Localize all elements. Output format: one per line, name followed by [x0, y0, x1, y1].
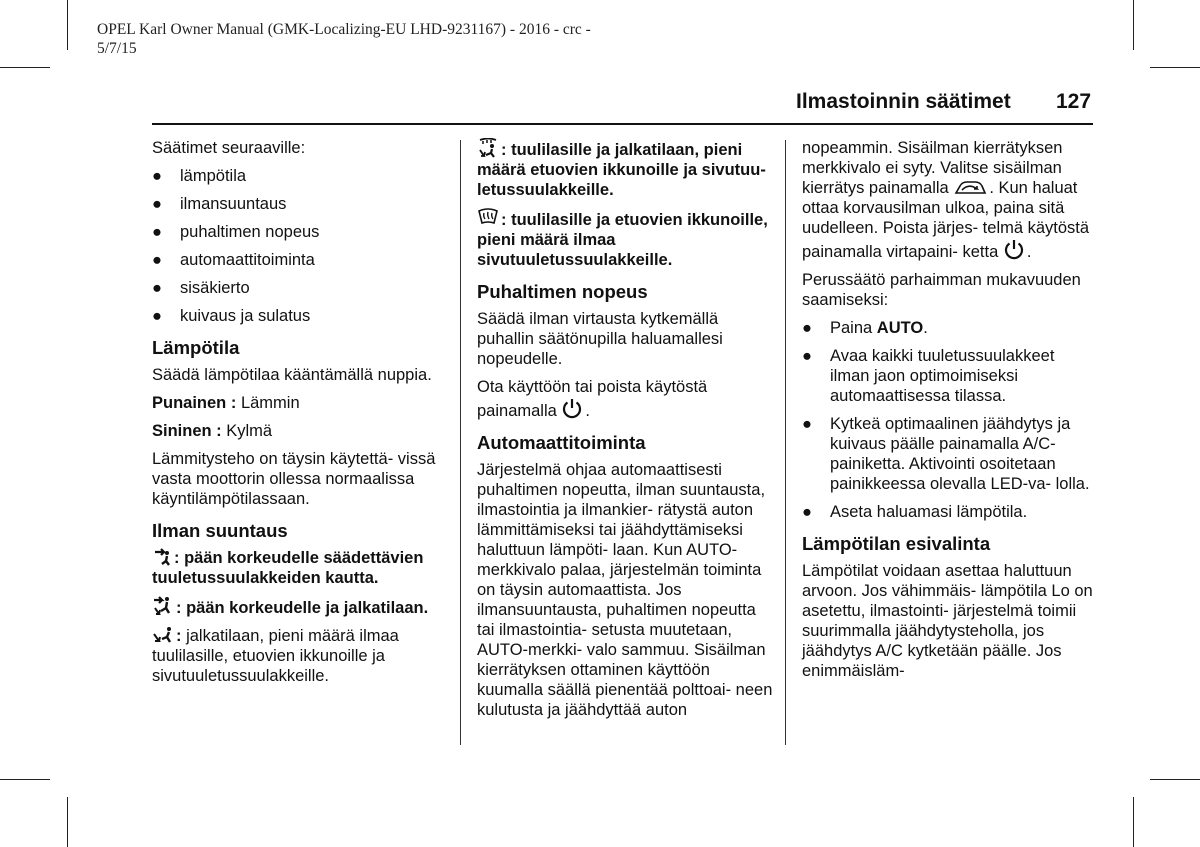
list-item — [802, 414, 1098, 494]
recirculation-text-mid: . Kun haluat ottaa korvausilman ulkoa, paina sitä uudelleen. Poista järjes- telmä käytöstä painamalla virtapaini- ketta — [802, 179, 1090, 261]
power-text-after: . — [585, 402, 590, 420]
list-item-text: lämpötila — [180, 167, 247, 185]
bullet: ● — [802, 503, 812, 521]
list-item — [152, 250, 448, 270]
direction-head-floor-text: : pään korkeudelle ja jalkatilaan. — [176, 599, 429, 617]
list-item — [802, 502, 1098, 522]
recirculation-text-before: nopeammin. Sisäilman kierrätyksen merkkivalo ei syty. Valitse sisäilman kierrätys painamalla — [802, 139, 1063, 197]
recirculation-icon — [953, 178, 987, 196]
step-text: Aseta haluamasi lämpötila. — [830, 503, 1028, 521]
crop-mark — [1133, 0, 1134, 50]
step-text: Avaa kaikki tuuletussuulakkeet ilman jaon optimoimiseksi automaattisessa tilassa. — [830, 347, 1055, 405]
direction-windshield-floor-text: : tuulilasille ja jalkatilaan, pieni määrä etuovien ikkunoille ja sivutuu- letussuulakkeille. — [477, 141, 766, 199]
controls-list — [152, 166, 448, 326]
document-info-line2: 5/7/15 — [97, 40, 137, 57]
intro-text: Säätimet seuraaville: — [152, 139, 306, 157]
direction-head — [152, 548, 448, 588]
column-2 — [477, 138, 775, 728]
list-item — [152, 222, 448, 242]
crop-mark — [67, 797, 68, 847]
fan-speed-text: Säädä ilman virtausta kytkemällä puhallin säätönupilla haluamallesi nopeudelle. — [477, 310, 723, 368]
heating-note: Lämmitysteho on täysin käytettä- vissä vasta moottorin ollessa normaalissa käyntilämpötilassaan. — [152, 450, 436, 508]
red-setting — [152, 393, 448, 413]
direction-head-floor — [152, 596, 448, 618]
bullet: ● — [152, 223, 162, 241]
blue-text: Kylmä — [226, 422, 273, 440]
section-title: Ilmastoinnin säätimet — [796, 90, 1011, 113]
power-text-before: Ota käyttöön tai poista käytöstä painamalla — [477, 378, 708, 420]
heading-fan-speed: Puhaltimen nopeus — [477, 281, 648, 302]
column-divider — [460, 140, 461, 745]
red-label: Punainen : — [152, 394, 237, 412]
bullet: ● — [802, 415, 812, 433]
blue-label: Sininen : — [152, 422, 222, 440]
document-info-line1: OPEL Karl Owner Manual (GMK-Localizing-EU LHD-9231167) - 2016 - crc - — [97, 21, 591, 38]
crop-mark — [67, 0, 68, 50]
direction-floor — [152, 626, 448, 686]
list-item-text: automaattitoiminta — [180, 251, 315, 269]
direction-windshield-floor — [477, 138, 775, 200]
direction-defrost — [477, 208, 775, 270]
column-1 — [152, 138, 448, 694]
power-text — [477, 377, 775, 421]
direction-floor-text: jalkatilaan, pieni määrä ilmaa tuulilasille, etuovien ikkunoille ja sivutuuletussuulakkeille. — [152, 627, 399, 685]
bullet: ● — [152, 307, 162, 325]
step-bold: AUTO — [876, 319, 924, 337]
heading-temperature: Lämpötila — [152, 337, 240, 358]
vent-head-icon — [152, 548, 172, 566]
automatic-text: Järjestelmä ohjaa automaattisesti puhaltimen nopeutta, ilman suuntausta, ilmastointia ja ilmankier- rätystä auton lämmittämiseksi tai jäähdyttämiseksi haluttuun lämpöti- laan. Kun AUTO-merkkivalo palaa, järjestelmän toiminta on täysin automaattista. Jos ilmansuuntausta, puhaltimen nopeutta tai ilmastointia- setusta muutetaan, AUTO-merkki- valo sammuu. Sisäilman kierrätyksen ottaminen käyttöön kuumalla säällä pienentää polttoai- neen kulutusta ja jäähdyttää auton — [477, 461, 773, 719]
step-text: Kytkeä optimaalinen jäähdytys ja kuivaus päälle painamalla A/C- painiketta. Aktivointi osoitetaan painikkeessa olevalla LED-va- lolla. — [830, 415, 1090, 493]
list-item — [802, 346, 1098, 406]
crop-mark — [1150, 67, 1200, 68]
direction-floor-colon: : — [176, 627, 182, 645]
list-item-text: ilmansuuntaus — [180, 195, 287, 213]
list-item-text: kuivaus ja sulatus — [180, 307, 311, 325]
crop-mark — [0, 67, 50, 68]
header-rule — [152, 123, 1093, 125]
list-item — [152, 306, 448, 326]
list-item — [152, 194, 448, 214]
step-text-end: . — [923, 319, 928, 337]
red-text: Lämmin — [240, 394, 300, 412]
page-number: 127 — [1056, 90, 1092, 113]
list-item — [802, 318, 1098, 338]
recirculation-text-after: . — [1026, 243, 1032, 261]
bullet: ● — [152, 251, 162, 269]
basic-setting-text: Perussäätö parhaimman mukavuuden saamiseksi: — [802, 271, 1081, 309]
temperature-text: Säädä lämpötilaa kääntämällä nuppia. — [152, 366, 432, 384]
document-info — [97, 20, 617, 58]
column-divider — [785, 140, 786, 745]
crop-mark — [1150, 779, 1200, 780]
blue-setting — [152, 421, 448, 441]
bullet: ● — [802, 347, 812, 365]
recirculation-text — [802, 138, 1098, 262]
bullet: ● — [152, 195, 162, 213]
step-text: Paina — [830, 319, 877, 337]
vent-head-floor-icon — [152, 596, 174, 616]
power-icon — [561, 397, 583, 419]
list-item-text: sisäkierto — [180, 279, 250, 297]
list-item-text: puhaltimen nopeus — [180, 223, 320, 241]
column-3 — [802, 138, 1098, 689]
bullet: ● — [152, 279, 162, 297]
crop-mark — [0, 779, 50, 780]
vent-windshield-floor-icon — [477, 138, 499, 158]
bullet: ● — [152, 167, 162, 185]
power-icon — [1003, 238, 1025, 260]
list-item — [152, 166, 448, 186]
vent-floor-icon — [152, 626, 174, 644]
heading-automatic: Automaattitoiminta — [477, 432, 646, 453]
steps-list — [802, 318, 1098, 522]
heading-air-direction: Ilman suuntaus — [152, 520, 288, 541]
preselect-text: Lämpötilat voidaan asettaa haluttuun arvoon. Jos vähimmäis- lämpötila Lo on asetettu, ilmastointi- järjestelmä toimii suurimmalla jäähdytysteholla, jos jäähdytys A/C kytketään päälle. Jos enimmäisläm- — [802, 562, 1093, 680]
defrost-icon — [477, 208, 499, 228]
bullet: ● — [802, 319, 812, 337]
heading-preselect: Lämpötilan esivalinta — [802, 533, 991, 554]
crop-mark — [1133, 797, 1134, 847]
direction-defrost-text: : tuulilasille ja etuovien ikkunoille, pieni määrä ilmaa sivutuuletussuulakkeille. — [477, 211, 768, 269]
list-item — [152, 278, 448, 298]
direction-head-text: : pään korkeudelle säädettävien tuuletussuulakkeiden kautta. — [152, 549, 424, 587]
